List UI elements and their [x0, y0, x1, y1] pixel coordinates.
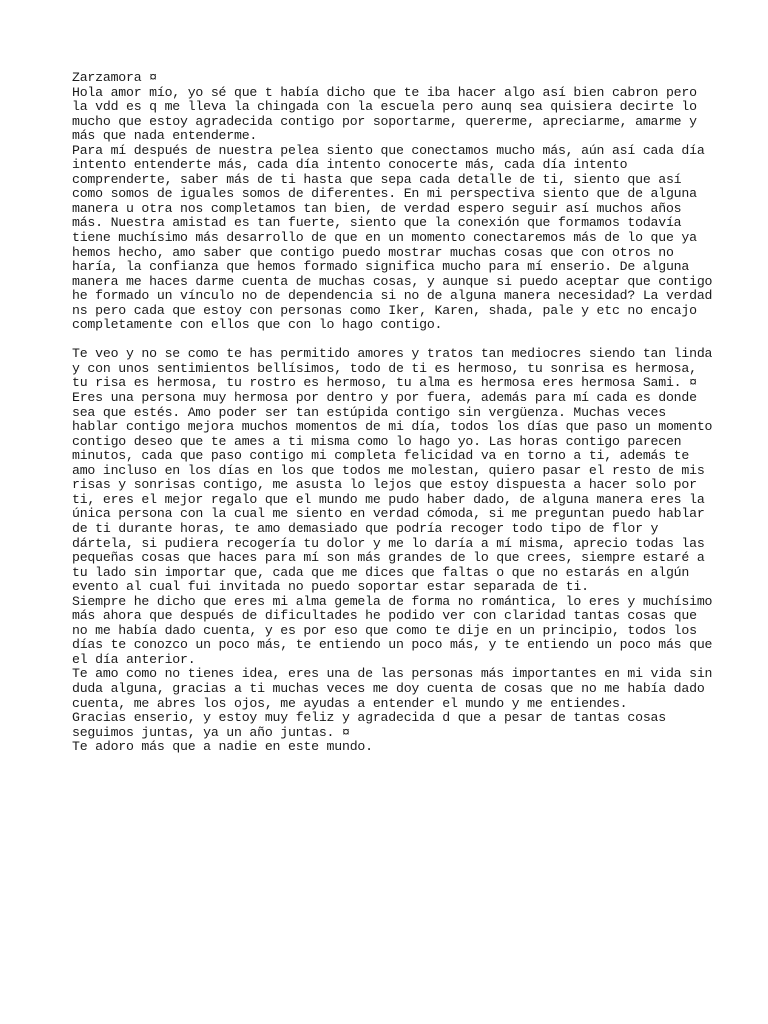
letter-line: dártela, si pudiera recogería tu dolor y me lo daría a mí misma, aprecio todas las [72, 535, 705, 551]
letter-line: Hola amor mío, yo sé que t había dicho que te iba hacer algo así bien cabron pero [72, 84, 697, 100]
letter-line: Te amo como no tienes idea, eres una de las personas más importantes en mi vida sin [72, 666, 713, 682]
letter-line: la vdd es q me lleva la chingada con la escuela pero aunq sea quisiera decirte lo [72, 99, 697, 115]
letter-line: seguimos juntas, ya un año juntas. ¤ [72, 724, 350, 740]
letter-line: Eres una persona muy hermosa por dentro y por fuera, además para mí cada es donde [72, 390, 697, 406]
letter-line: más. Nuestra amistad es tan fuerte, siento que la conexión que formamos todavía [72, 215, 682, 231]
letter-line: tiene muchísimo más desarrollo de que en un momento conectaremos más de lo que ya [72, 230, 697, 246]
letter-line: he formado un vínculo no de dependencia si no de alguna manera necesidad? La verdad [72, 288, 713, 304]
letter-line: días te conozco un poco más, te entiendo un poco más, y te entiendo un poco más que [72, 637, 713, 653]
letter-line: hablar contigo mejora muchos momentos de mi día, todos los días que paso un momento [72, 419, 713, 435]
letter-line: cuenta, me abres los ojos, me ayudas a entender el mundo y me entiendes. [72, 695, 628, 711]
letter-line: tu lado sin importar que, cada que me dices que faltas o que no estarás en algún [72, 564, 690, 580]
letter-line: Para mí después de nuestra pelea siento que conectamos mucho más, aún así cada día [72, 142, 705, 158]
letter-line: pequeñas cosas que haces para mí son más grandes de lo que crees, siempre estaré a [72, 550, 705, 566]
letter-line: evento al cual fui invitada no puedo soportar estar separada de ti. [72, 579, 589, 595]
letter-line: mucho que estoy agradecida contigo por soportarme, quererme, apreciarme, amarme y [72, 113, 697, 129]
letter-body [72, 71, 712, 755]
letter-line: haría, la confianza que hemos formado significa mucho para mí enserio. De alguna [72, 259, 690, 275]
letter-line: no me había dado cuenta, y es por eso que como te dije en un principio, todos los [72, 622, 697, 638]
letter-line: comprenderte, saber más de ti hasta que sepa cada detalle de ti, siento que así [72, 171, 682, 187]
letter-line: hemos hecho, amo saber que contigo puedo mostrar muchas cosas que con otros no [72, 244, 674, 260]
letter-line: intento entenderte más, cada día intento conocerte más, cada día intento [72, 157, 628, 173]
letter-line: más que nada entenderme. [72, 128, 258, 144]
letter-line: duda alguna, gracias a ti muchas veces me doy cuenta de cosas que no me había dado [72, 680, 705, 696]
letter-line: amo incluso en los días en los que todos me molestan, quiero pasar el resto de mis [72, 462, 705, 478]
letter-line: completamente con ellos que con lo hago contigo. [72, 317, 443, 333]
blank-line [72, 333, 712, 348]
letter-line: el día anterior. [72, 651, 196, 667]
letter-line: risas y sonrisas contigo, me asusta lo lejos que estoy dispuesta a hacer solo por [72, 477, 697, 493]
letter-line: más ahora que después de dificultades he podido ver con claridad tantas cosas que [72, 608, 697, 624]
letter-line: Gracias enserio, y estoy muy feliz y agradecida d que a pesar de tantas cosas [72, 710, 666, 726]
letter-line: Zarzamora ¤ [72, 70, 157, 85]
letter-line: ns pero cada que estoy con personas como Iker, Karen, shada, pale y etc no encajo [72, 302, 697, 318]
letter-line: de ti durante horas, te amo demasiado que podría recoger todo tipo de flor y [72, 520, 659, 536]
letter-line: Siempre he dicho que eres mi alma gemela de forma no romántica, lo eres y muchísimo [72, 593, 713, 609]
letter-line: minutos, cada que paso contigo mi completa felicidad va en torno a ti, además te [72, 448, 690, 464]
letter-line: única persona con la cual me siento en verdad cómoda, si me preguntan puedo hablar [72, 506, 705, 522]
letter-line: como somos de iguales somos de diferentes. En mi perspectiva siento que de alguna [72, 186, 697, 202]
letter-line: Te adoro más que a nadie en este mundo. [72, 739, 373, 755]
letter-line: Te veo y no se como te has permitido amores y tratos tan mediocres siendo tan linda [72, 346, 713, 362]
letter-line: manera u otra nos completamos tan bien, de verdad espero seguir así muchos años [72, 200, 682, 216]
letter-line: manera me haces darme cuenta de muchas cosas, y aunque si puedo aceptar que contigo [72, 273, 713, 289]
letter-line: ti, eres el mejor regalo que el mundo me pudo haber dado, de alguna manera eres la [72, 491, 705, 507]
letter-line: sea que estés. Amo poder ser tan estúpida contigo sin vergüenza. Muchas veces [72, 404, 666, 420]
letter-line: tu risa es hermosa, tu rostro es hermoso, tu alma es hermosa eres hermosa Sami. ¤ [72, 375, 697, 391]
letter-line: y con unos sentimientos bellísimos, todo de ti es hermoso, tu sonrisa es hermosa, [72, 360, 697, 376]
letter-line: contigo deseo que te ames a ti misma como lo hago yo. Las horas contigo parecen [72, 433, 682, 449]
